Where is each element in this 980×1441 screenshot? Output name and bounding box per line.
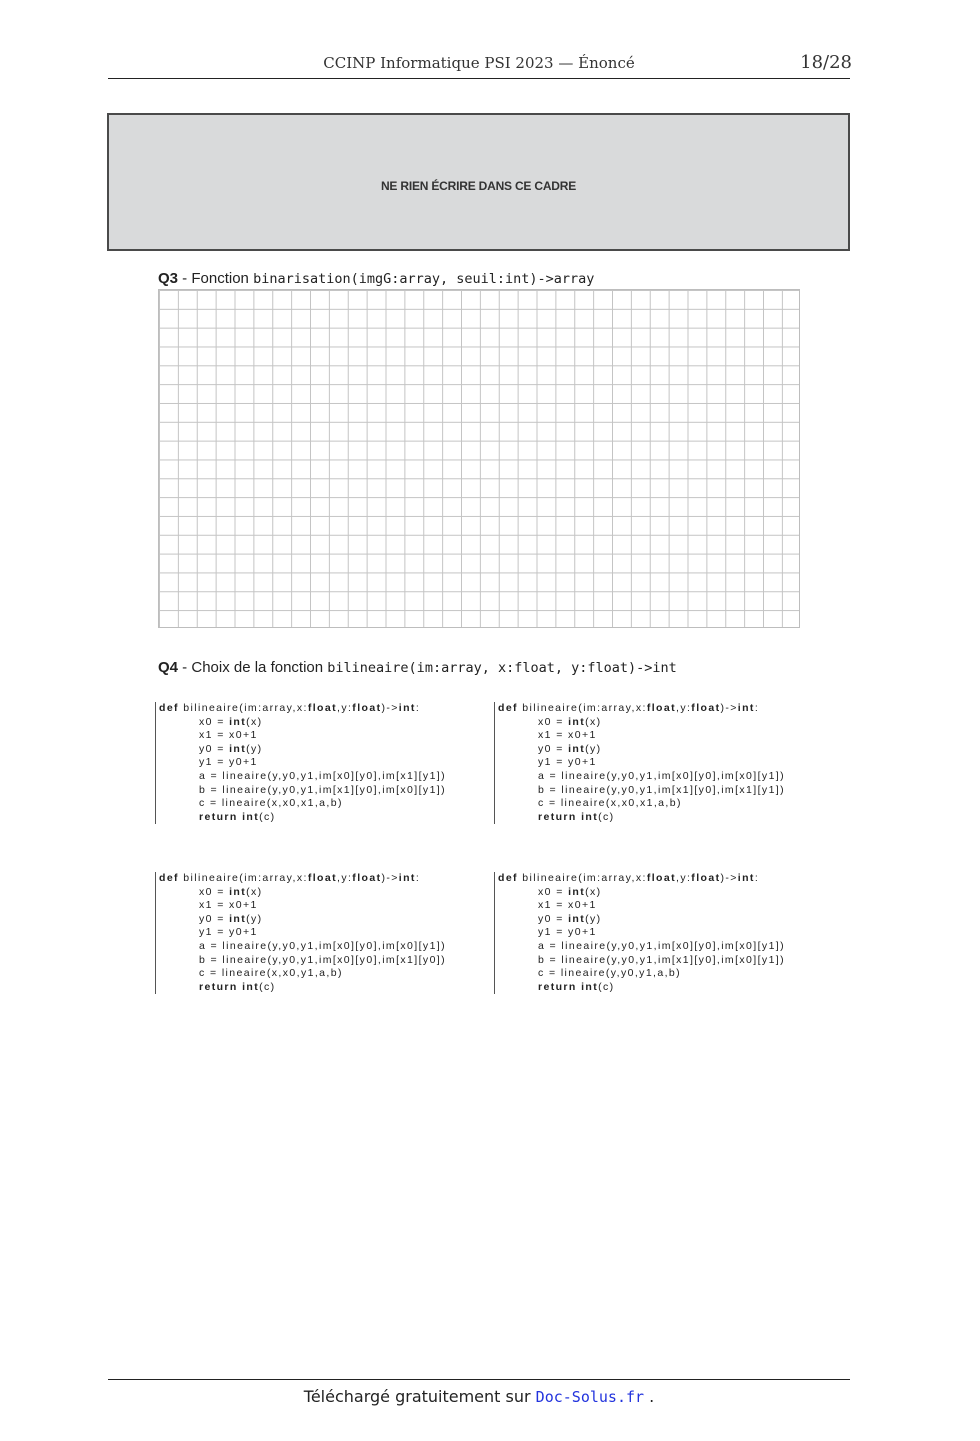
footer-divider: [108, 1379, 850, 1380]
footer-end: .: [644, 1387, 655, 1406]
question-3-separator: -: [178, 270, 192, 287]
question-3-signature: binarisation(imgG:array, seuil:int)->array: [253, 271, 595, 287]
question-3-text: Fonction: [191, 270, 254, 287]
page-footer: [0, 1387, 958, 1406]
question-3-heading: [158, 270, 594, 287]
question-3-label: Q3: [158, 270, 179, 287]
option-1-line-c: lineaire(x,x0,x1,a,b): [221, 797, 343, 810]
option-1-line-b: lineaire(y,y0,y1,im[x1][y0],im[x0][y1]): [222, 783, 447, 796]
option-2-line-a: lineaire(y,y0,y1,im[x0][y0],im[x0][y1]): [561, 769, 786, 782]
footer-text: Téléchargé gratuitement sur: [303, 1387, 536, 1406]
code-option-2[interactable]: def bilineaire(im:array,x:float,y:float)->int: x0 = int(x) x1 = x0+1 y0 = int(y) y1 = y0+1 a = lineaire(y,y0,y1,im[x0][y0],im[x0][y1]) b = lineaire(y,y0,y1,im[x1][y0],im[x1][y1]) c = lineaire(x,x0,x1,a,b) return int(c): [494, 702, 834, 824]
question-4-separator: -: [178, 659, 192, 676]
code-option-1[interactable]: def bilineaire(im:array,x:float,y:float)->int: x0 = int(x) x1 = x0+1 y0 = int(y) y1 = y0+1 a = lineaire(y,y0,y1,im[x0][y0],im[x1][y1]) b = lineaire(y,y0,y1,im[x1][y0],im[x0][y1]) c = lineaire(x,x0,x1,a,b) return int(c): [155, 702, 495, 824]
option-3-line-c: lineaire(x,x0,y1,a,b): [221, 967, 343, 980]
page-number: 18/28: [800, 52, 852, 73]
answer-grid[interactable]: [158, 289, 800, 628]
option-4-line-c: lineaire(y,y0,y1,a,b): [560, 967, 682, 980]
option-3-line-b: lineaire(y,y0,y1,im[x0][y0],im[x1][y0]): [222, 953, 447, 966]
no-write-box-text: NE RIEN ÉCRIRE DANS CE CADRE: [380, 179, 577, 193]
option-2-line-b: lineaire(y,y0,y1,im[x1][y0],im[x1][y1]): [561, 783, 786, 796]
option-4-line-a: lineaire(y,y0,y1,im[x0][y0],im[x0][y1]): [561, 939, 786, 952]
footer-link[interactable]: Doc-Solus.fr: [535, 1388, 645, 1406]
option-4-line-b: lineaire(y,y0,y1,im[x1][y0],im[x0][y1]): [561, 953, 786, 966]
page-header-title: CCINP Informatique PSI 2023 — Énoncé: [323, 54, 635, 72]
option-1-line-a: lineaire(y,y0,y1,im[x0][y0],im[x1][y1]): [222, 769, 447, 782]
header-divider: [108, 78, 850, 79]
question-4-label: Q4: [158, 659, 179, 676]
no-write-box: [107, 113, 850, 251]
option-2-line-c: lineaire(x,x0,x1,a,b): [560, 797, 682, 810]
code-option-3[interactable]: def bilineaire(im:array,x:float,y:float)->int: x0 = int(x) x1 = x0+1 y0 = int(y) y1 = y0+1 a = lineaire(y,y0,y1,im[x0][y0],im[x0][y1]) b = lineaire(y,y0,y1,im[x0][y0],im[x1][y0]) c = lineaire(x,x0,y1,a,b) return int(c): [155, 872, 495, 994]
option-3-line-a: lineaire(y,y0,y1,im[x0][y0],im[x0][y1]): [222, 939, 447, 952]
question-4-signature: bilineaire(im:array, x:float, y:float)->int: [327, 660, 677, 676]
question-4-heading: [158, 659, 677, 676]
question-4-text: Choix de la fonction: [191, 659, 328, 676]
code-option-4[interactable]: def bilineaire(im:array,x:float,y:float)->int: x0 = int(x) x1 = x0+1 y0 = int(y) y1 = y0+1 a = lineaire(y,y0,y1,im[x0][y0],im[x0][y1]) b = lineaire(y,y0,y1,im[x1][y0],im[x0][y1]) c = lineaire(y,y0,y1,a,b) return int(c): [494, 872, 834, 994]
